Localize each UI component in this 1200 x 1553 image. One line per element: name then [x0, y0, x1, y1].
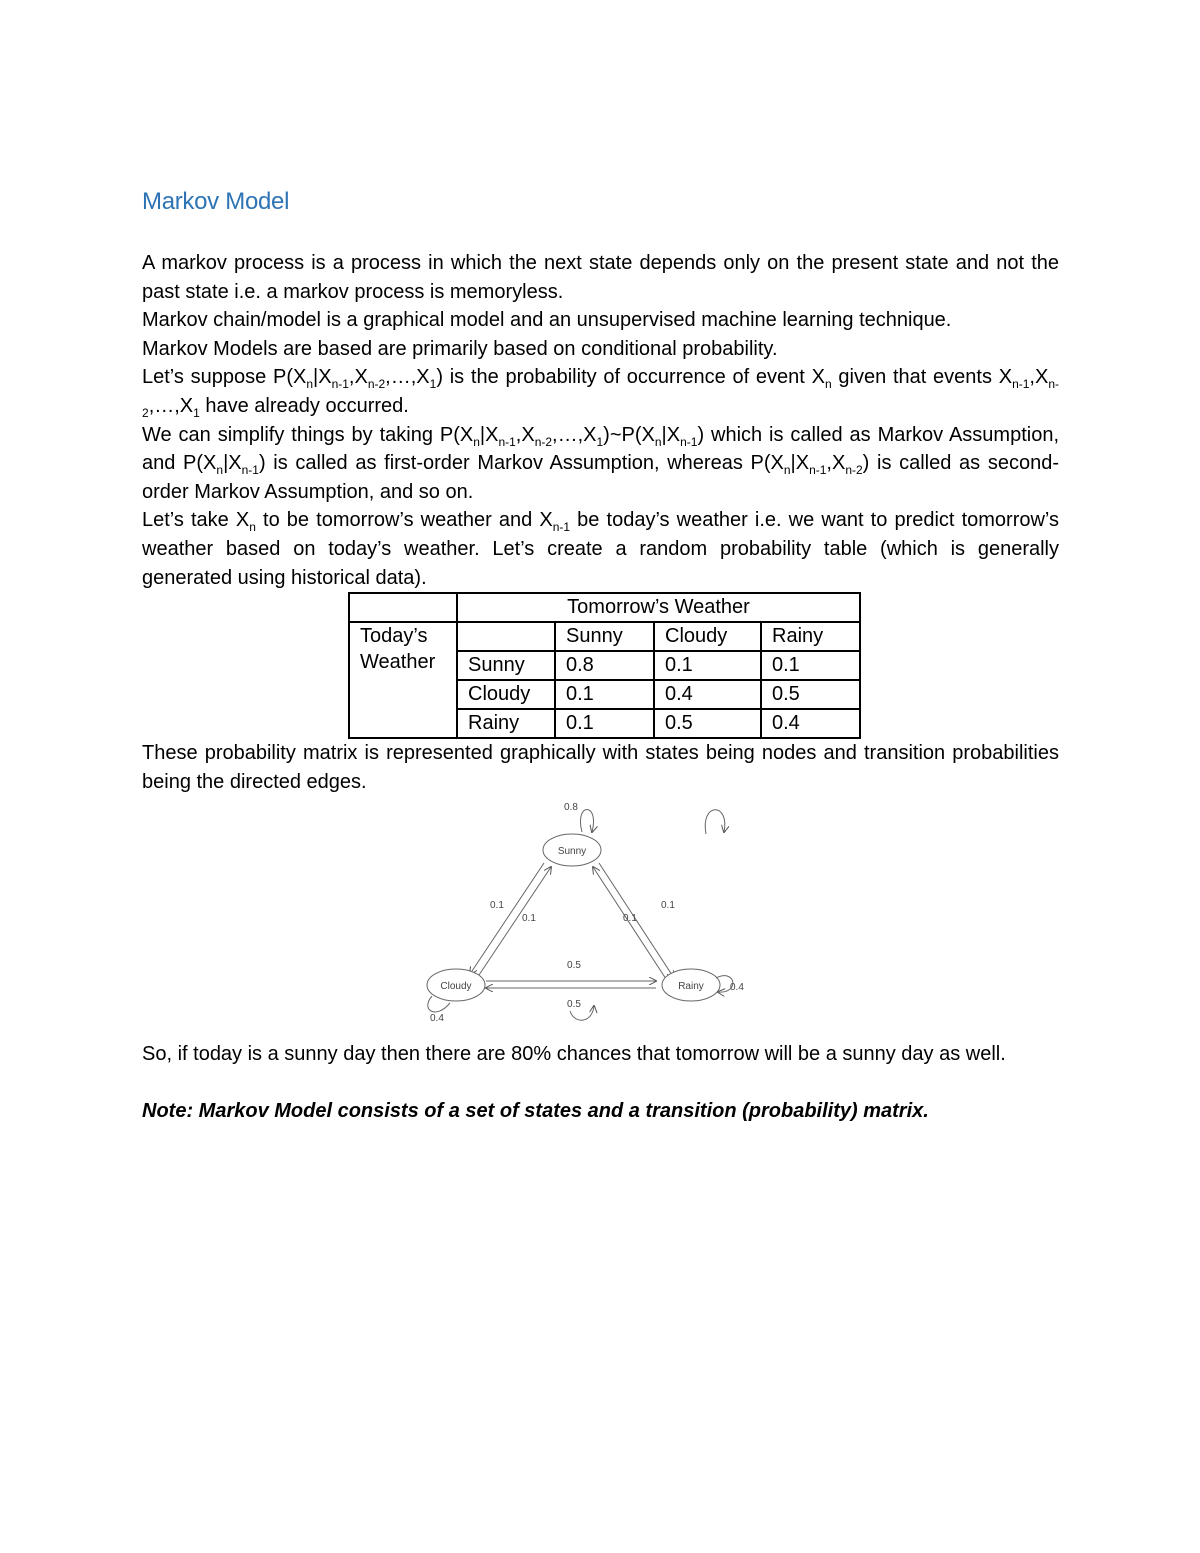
- table-cell: 0.8: [555, 651, 654, 680]
- table-row: [349, 622, 860, 651]
- edge-label-cloudy-to-rainy: 0.5: [567, 960, 581, 972]
- edge-label-rainy-self: 0.4: [730, 982, 744, 994]
- node-sunny-label: Sunny: [557, 846, 587, 858]
- edge-label-cloudy-to-sunny: 0.1: [522, 913, 536, 925]
- table-column-header: Sunny: [555, 622, 654, 651]
- table-cell: 0.1: [761, 651, 860, 680]
- table-cell: 0.5: [654, 709, 761, 738]
- table-column-header: Rainy: [761, 622, 860, 651]
- table-cell: 0.1: [555, 709, 654, 738]
- table-row-header: Sunny: [457, 651, 555, 680]
- page-title: Markov Model: [142, 188, 290, 215]
- edge-cloudy-to-sunny: [477, 867, 551, 978]
- edge-label-sunny-self: 0.8: [564, 802, 578, 814]
- paragraph-graph-intro: These probability matrix is represented graphically with states being nodes and transition probabilities being the directed edges.: [142, 742, 1059, 793]
- edge-label-rainy-to-sunny: 0.1: [623, 913, 637, 925]
- edge-label-sunny-to-rainy: 0.1: [661, 900, 675, 912]
- probability-table: [348, 592, 861, 739]
- edge-label-cloudy-self: 0.4: [430, 1013, 444, 1025]
- paragraph-markov-process: A markov process is a process in which the next state depends only on the present state and not the past state i.e. a markov process is memoryless.: [142, 252, 1059, 303]
- table-header-tomorrow: Tomorrow’s Weather: [457, 593, 860, 622]
- edge-rainy-to-sunny: [593, 867, 668, 982]
- table-cell: 0.4: [761, 709, 860, 738]
- paragraph-suppose: Let’s suppose $P(X_n|X_{n-1},X_{n-2},\dots,X_1)$ is the probability of occurrence of event $X_n$ given that events $X_{n-1},X_{n-2},\dots,X_1$ have already occurred.: [142, 366, 1059, 420]
- table-row: [349, 593, 860, 622]
- table-cell: 0.1: [555, 680, 654, 709]
- markov-state-diagram: [424, 798, 784, 1026]
- paragraph-weather-example: Let’s take $X_n$ to be tomorrow’s weather and $X_{n-1}$ be today’s weather i.e. we want to predict tomorrow’s weather based on today’s weather. Let’s create a random probability table (which is generally generated using historical data).: [142, 509, 1059, 589]
- edge-label-sunny-to-cloudy: 0.1: [490, 900, 504, 912]
- node-rainy-label: Rainy: [678, 981, 704, 993]
- paragraph-conditional-probability: Markov Models are based are primarily based on conditional probability.: [142, 337, 778, 360]
- edge-sunny-self: [705, 810, 725, 834]
- paragraph-sunny-conclusion: So, if today is a sunny day then there are 80% chances that tomorrow will be a sunny day as well.: [142, 1043, 1006, 1066]
- edge-sunny-self-loop: [580, 810, 593, 833]
- table-cell: 0.4: [654, 680, 761, 709]
- table-cell-empty: [457, 622, 555, 651]
- paragraph-markov-chain: Markov chain/model is a graphical model and an unsupervised machine learning technique.: [142, 309, 952, 332]
- table-column-header: Cloudy: [654, 622, 761, 651]
- table-row-header: Cloudy: [457, 680, 555, 709]
- table-cell: 0.5: [761, 680, 860, 709]
- document-page: [142, 188, 1059, 1126]
- note-text: Note: Markov Model consists of a set of states and a transition (probability) matrix.: [142, 1099, 929, 1122]
- edge-label-rainy-to-cloudy: 0.5: [567, 999, 581, 1011]
- table-cell-empty: [349, 593, 457, 622]
- table-cell: 0.1: [654, 651, 761, 680]
- node-cloudy-label: Cloudy: [440, 981, 472, 993]
- paragraph-markov-assumption: We can simplify things by taking $P(X_n|X_{n-1},X_{n-2},\dots,X_1)\sim P(X_n|X_{n-1})$ which is called as Markov Assumption, and $P(X_n|X_{n-1})$ is called as first-order Markov Assumption, whereas $P(X_n|X_{n-1},X_{n-2})$ is called as second-order Markov Assumption, and so on.: [142, 423, 1059, 503]
- table-row-header: Rainy: [457, 709, 555, 738]
- table-header-today: Today’s Weather: [349, 622, 457, 738]
